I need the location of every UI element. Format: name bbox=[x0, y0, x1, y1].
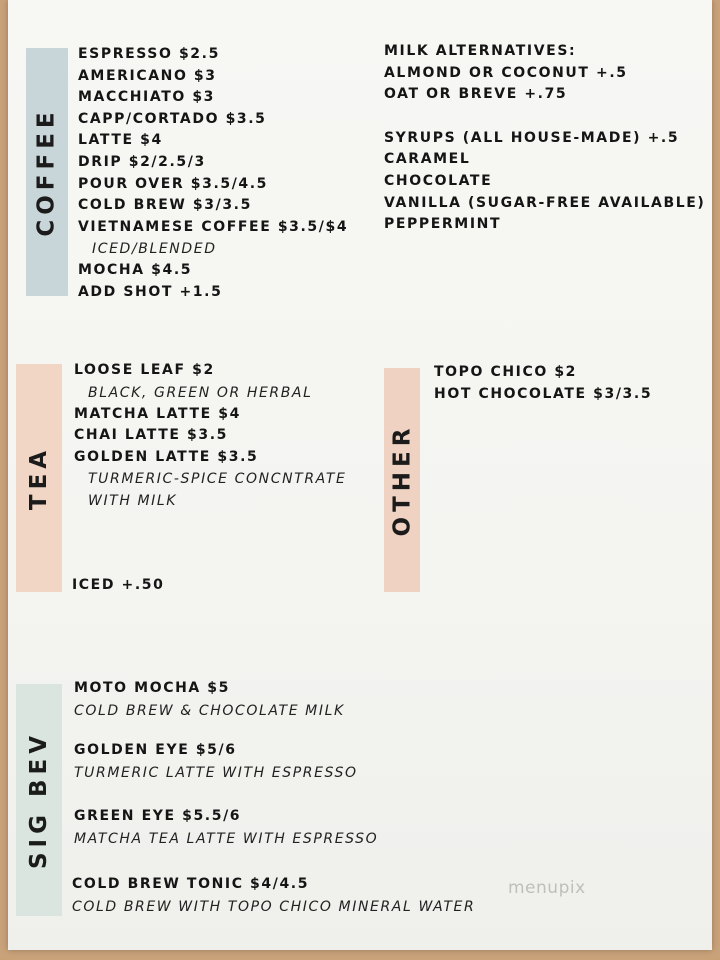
sig-bev-section-label: SIG BEV bbox=[26, 730, 52, 870]
menu-item: GREEN EYE $5.5/6 bbox=[74, 808, 242, 824]
menu-item: OAT OR BREVE +.75 bbox=[384, 86, 568, 103]
menu-item: VIETNAMESE COFFEE $3.5/$4 bbox=[78, 218, 349, 235]
menu-item: CHAI LATTE $3.5 bbox=[74, 427, 228, 444]
menu-item-note: BLACK, GREEN OR HERBAL bbox=[88, 384, 313, 401]
tea-iced-addon bbox=[72, 575, 164, 597]
menu-item: PEPPERMINT bbox=[384, 216, 502, 233]
menu-item-description: MATCHA TEA LATTE WITH ESPRESSO bbox=[74, 830, 379, 847]
tea-section-band bbox=[16, 364, 62, 592]
menu-item: LOOSE LEAF $2 bbox=[74, 362, 215, 378]
menu-item: COLD BREW $3/3.5 bbox=[78, 197, 252, 214]
menu-item-note: ICED/BLENDED bbox=[92, 241, 217, 258]
menu-item-description: COLD BREW & CHOCOLATE MILK bbox=[74, 702, 345, 719]
menu-item: AMERICANO $3 bbox=[78, 67, 217, 84]
menu-item: DRIP $2/2.5/3 bbox=[78, 153, 206, 170]
menu-item: VANILLA (SUGAR-FREE AVAILABLE) bbox=[384, 194, 706, 211]
menu-item-note: TURMERIC-SPICE CONCNTRATE bbox=[88, 471, 347, 488]
milk-alternatives-title: MILK ALTERNATIVES: bbox=[384, 43, 577, 59]
menu-item: MOCHA $4.5 bbox=[78, 262, 193, 279]
coffee-section-label: COFFEE bbox=[34, 107, 60, 237]
menu-item: HOT CHOCOLATE $3/3.5 bbox=[434, 385, 653, 402]
menu-item: MACCHIATO $3 bbox=[78, 89, 215, 106]
tea-section-label: TEA bbox=[26, 445, 53, 511]
sig-bev-item bbox=[74, 740, 358, 784]
syrups-title: SYRUPS (ALL HOUSE-MADE) +.5 bbox=[384, 129, 680, 146]
menu-item: LATTE $4 bbox=[78, 132, 163, 149]
menu-item: MATCHA LATTE $4 bbox=[74, 405, 241, 422]
menu-item: COLD BREW TONIC $4/4.5 bbox=[72, 876, 310, 892]
menu-item: CHOCOLATE bbox=[384, 172, 493, 189]
menu-item: CARAMEL bbox=[384, 151, 471, 168]
menu-item: MOTO MOCHA $5 bbox=[74, 680, 230, 696]
addons-list bbox=[384, 41, 705, 236]
sig-bev-section-band bbox=[16, 684, 62, 916]
sig-bev-item bbox=[72, 874, 475, 918]
other-section-label: OTHER bbox=[389, 423, 416, 537]
menu-item: POUR OVER $3.5/4.5 bbox=[78, 175, 269, 192]
sig-bev-item bbox=[74, 806, 378, 850]
menu-item-note: WITH MILK bbox=[88, 493, 178, 510]
menu-item: GOLDEN LATTE $3.5 bbox=[74, 448, 259, 465]
sig-bev-item bbox=[74, 678, 345, 722]
menu-item: TOPO CHICO $2 bbox=[434, 364, 578, 380]
menu-item-description: TURMERIC LATTE WITH ESPRESSO bbox=[74, 764, 358, 781]
menu-item: ALMOND OR COCONUT +.5 bbox=[384, 64, 628, 81]
menu-item: ICED +.50 bbox=[72, 577, 165, 593]
coffee-menu-list bbox=[78, 44, 348, 304]
other-menu-list bbox=[434, 362, 652, 405]
menu-item: ESPRESSO $2.5 bbox=[78, 46, 220, 62]
other-section-band bbox=[384, 368, 420, 592]
menu-item-description: COLD BREW WITH TOPO CHICO MINERAL WATER bbox=[72, 898, 476, 915]
watermark-logo: menupix bbox=[508, 878, 586, 898]
menu-item: CAPP/CORTADO $3.5 bbox=[78, 110, 267, 127]
menu-item: ADD SHOT +1.5 bbox=[78, 283, 223, 300]
coffee-section-band bbox=[26, 48, 68, 296]
tea-menu-list bbox=[74, 360, 346, 512]
menu-item: GOLDEN EYE $5/6 bbox=[74, 742, 237, 758]
